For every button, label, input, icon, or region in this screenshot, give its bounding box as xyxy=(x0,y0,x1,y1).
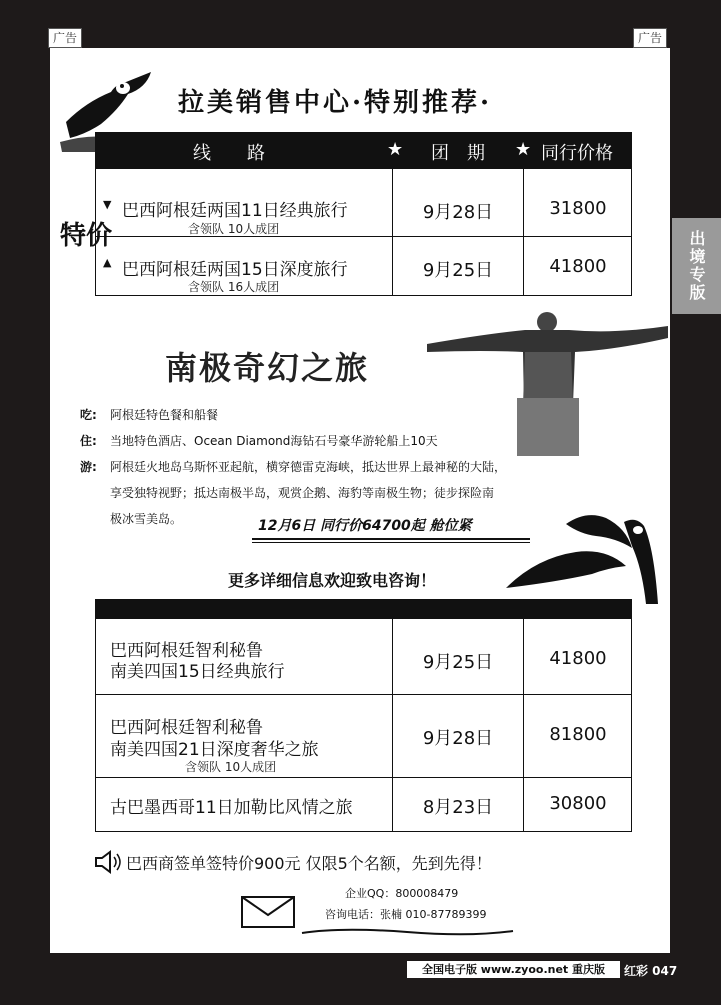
tour-price: 31800 xyxy=(549,198,607,219)
table2-row-divider xyxy=(95,777,632,778)
tour-date: 9月25日 xyxy=(422,260,494,281)
eat-label: 吃: xyxy=(80,408,97,422)
route-name: 巴西阿根廷智利秘鲁 xyxy=(110,641,263,661)
header-route: 线 路 xyxy=(193,143,265,164)
promo-underline xyxy=(252,542,530,543)
decorative-divider xyxy=(300,925,515,939)
contact-phone: 咨询电话：张楠 010-87789399 xyxy=(325,908,487,921)
table1-header xyxy=(95,132,632,168)
ad-label-right: 广告 xyxy=(633,28,667,48)
header-date: 团 期 xyxy=(431,143,485,164)
table2-row-divider xyxy=(95,694,632,695)
route-note: 含领队 10人成团 xyxy=(188,222,280,236)
tour-date: 8月23日 xyxy=(422,797,494,818)
route-name: 南美四国21日深度奢华之旅 xyxy=(110,740,319,760)
footer-banner: 全国电子版 www.zyoo.net 重庆版 xyxy=(407,961,620,978)
tour-date: 9月28日 xyxy=(422,202,494,223)
antarctica-promo: 12月6日 同行价64700起 舱位紧 xyxy=(258,518,472,534)
table2-header-bar xyxy=(95,599,632,618)
tour-text: 阿根廷火地岛乌斯怀亚起航，横穿德雷克海峡，抵达世界上最神秘的大陆， xyxy=(110,460,507,474)
tour-price: 41800 xyxy=(549,648,607,669)
side-tab-outbound[interactable]: 出境专版 xyxy=(672,218,721,314)
tour-date: 9月25日 xyxy=(422,652,494,673)
stay-text: 当地特色酒店、Ocean Diamond海钻石号豪华游轮船上10天 xyxy=(110,434,438,448)
tour-price: 30800 xyxy=(549,793,607,814)
ad-label-left: 广告 xyxy=(48,28,82,48)
section-title-sales-center: 拉美销售中心·特别推荐· xyxy=(178,88,493,118)
speaker-icon xyxy=(94,850,122,874)
visa-offer: 巴西商签单签特价900元 仅限5个名额，先到先得！ xyxy=(126,854,492,873)
table1-row-divider xyxy=(95,236,632,237)
tour-text: 极冰雪美岛。 xyxy=(110,512,183,526)
route-name: 巴西阿根廷两国15日深度旅行 xyxy=(122,260,348,280)
envelope-icon xyxy=(240,895,296,929)
star-icon: ★ xyxy=(515,139,532,160)
antarctica-title: 南极奇幻之旅 xyxy=(165,349,370,387)
tour-price: 81800 xyxy=(549,724,607,745)
tour-price: 41800 xyxy=(549,256,607,277)
route-name: 古巴墨西哥11日加勒比风情之旅 xyxy=(110,798,353,818)
tour-text: 享受独特视野；抵达南极半岛，观赏企鹅、海豹等南极生物；徒步探险南 xyxy=(110,486,495,500)
route-note: 含领队 10人成团 xyxy=(185,760,277,774)
star-icon: ★ xyxy=(387,139,404,160)
footer-page-number: 红彩 047 xyxy=(624,964,678,978)
up-arrow-icon: ▲ xyxy=(103,256,112,269)
tour-date: 9月28日 xyxy=(422,728,494,749)
special-price-badge: 特价 xyxy=(60,221,113,251)
contact-qq: 企业QQ：800008479 xyxy=(345,887,459,900)
penguins-image xyxy=(496,508,662,612)
promo-underline xyxy=(252,538,530,540)
route-name: 南美四国15日经典旅行 xyxy=(110,662,285,682)
consult-heading: 更多详细信息欢迎致电咨询！ xyxy=(228,571,437,590)
tour-label: 游: xyxy=(80,460,97,474)
stay-label: 住: xyxy=(80,434,97,448)
down-arrow-icon: ▼ xyxy=(103,198,112,211)
christ-statue-image xyxy=(425,308,670,458)
route-name: 巴西阿根廷智利秘鲁 xyxy=(110,718,263,738)
header-price: 同行价格 xyxy=(541,143,613,164)
eat-text: 阿根廷特色餐和船餐 xyxy=(110,408,219,422)
route-note: 含领队 16人成团 xyxy=(188,280,280,294)
route-name: 巴西阿根廷两国11日经典旅行 xyxy=(122,201,348,221)
